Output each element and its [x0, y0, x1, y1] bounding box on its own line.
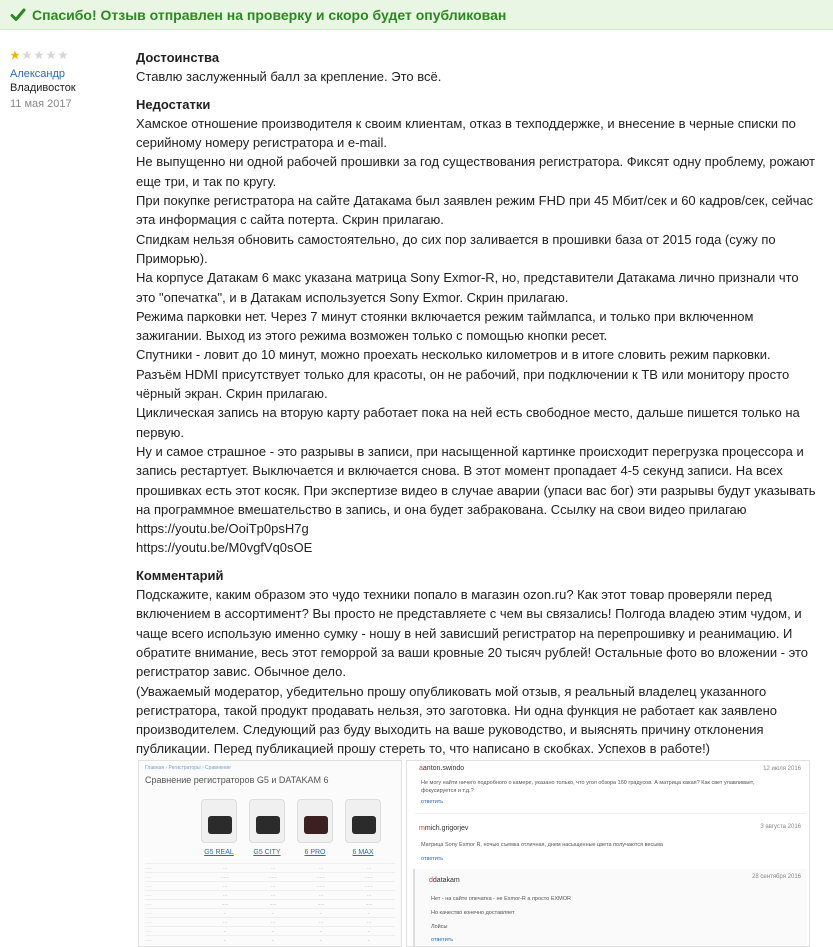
cons-line: Не выпущенно ни одной рабочей прошивки за год существования регистратора. Фиксят одну проблему, рожают еще три, и так по кругу. — [136, 154, 816, 189]
reply-link: ответить — [431, 937, 454, 943]
attachment-breadcrumb: Главная › Регистраторы › Сравнение — [145, 765, 231, 771]
cons-line: Ну и самое страшное - это разрывы в записи, при насыщенной картинке происходит перегрузка процессора и запись рестартует. Выключается и включается снова. В этот момент пропадает 4-5 секунд записи. На всех прошивках есть этот косяк. При экспертизе видео в случае аварии (упаси вас бог) эти разрывы будут указывать на программное вмешательство в запись, и она будет забракована. Ссылку на свои видео прилагаю — [136, 443, 816, 517]
comment-line: (Уважаемый модератор, убедительно прошу опубликовать мой отзыв, я реальный владелец указанного регистратора, такой продукт продавать нельзя, это заготовка. Ни одна функция не работает как заявлено производителем. Следующий раз буду выходить на ваше руководство, и выяснять причину отклонения публикации. Перед публикацией прошу стереть то, что написано в скобках. Успехов в работе!) — [136, 683, 778, 757]
comment-text: Нет - на сайте опечатка - не Exmor-R а просто EXMOR — [431, 896, 572, 902]
model-name: 6 MAX — [352, 849, 374, 856]
camera-image — [249, 799, 285, 843]
cons-line: При покупке регистратора на сайте Датакама был заявлен режим FHD при 45 Мбит/сек и 60 кадров/сек, сейчас эта информация с сайта потерта. Скрин прилагаю. — [136, 193, 814, 228]
reply-link: ответить — [421, 799, 444, 805]
attached-images — [138, 760, 812, 947]
comment-text — [136, 585, 816, 759]
spec-table: ····· ··· ··· ··· ··· ····· ······ ······ ······ ······ ····· ··· ··· ······ ······ ····· ··· ··· ··· ··· ····· ····· ····· ····· ····· ····· ·· ·· ·· ·· ····· ··· ··· ··· ··· ····· ·· ·· ·· ·· ····· ·· ·· ·· ·· — [145, 863, 395, 944]
video-link-2: https://youtu.be/M0vgfVq0sOE — [136, 540, 313, 556]
success-banner — [0, 0, 833, 30]
model-name: G5 CITY — [253, 849, 281, 856]
reply-link: ответить — [421, 856, 444, 862]
comment-user: ddatakam — [429, 877, 460, 884]
camera-image — [201, 799, 237, 843]
camera-images — [201, 799, 381, 843]
review-date: 11 мая 2017 — [10, 98, 72, 110]
cons-line: Спидкам нельзя обновить самостоятельно, до сих пор заливается в прошивки база от 2015 года (сужу по Приморью). — [136, 231, 776, 266]
model-name: G5 REAL — [204, 849, 234, 856]
comment-date: 28 сентября 2016 — [752, 874, 801, 880]
comment-date: 12 июля 2016 — [763, 766, 801, 772]
author-link[interactable]: Александр — [10, 68, 66, 80]
check-icon — [10, 7, 26, 23]
video-link-1: https://youtu.be/OoiTp0psH7g — [136, 521, 309, 537]
comment-text: Лойсы — [431, 924, 448, 930]
divider — [415, 813, 805, 814]
comment-text: Но качество конечно доставляет — [431, 910, 515, 916]
author-city: Владивосток — [10, 82, 76, 94]
comment-title: Комментарий — [136, 567, 224, 583]
pros-line: Ставлю заслуженный балл за крепление. Это всё. — [136, 69, 442, 85]
star-filled-icon — [10, 50, 20, 60]
star-empty-icon — [34, 50, 44, 60]
model-name: 6 PRO — [304, 849, 326, 856]
comment-line: Подскажите, каким образом это чудо техники попало в магазин ozon.ru? Как этот товар проверяли перед включением в ассортимент? Вы просто не представляете с чем вы связались! Полгода владею этим чудом, и чаще всего использую именно сумку - ношу в ней зависший регистратор на перепрошивку и реанимацию. И обратите внимание, весь этот геморрой за ваши кровные 20 тысяч рублей! Остальные фото во вложении - это регистратор завис. Обычное дело. — [136, 587, 809, 680]
camera-image — [297, 799, 333, 843]
star-empty-icon — [46, 50, 56, 60]
star-empty-icon — [58, 50, 68, 60]
pros-title: Достоинства — [136, 50, 220, 65]
review-meta — [10, 50, 130, 110]
comment-user: aanton.swindo — [419, 765, 465, 772]
cons-line: Спутники - ловит до 10 минут, можно проехать несколько километров и в итоге словить режим парковки. — [136, 347, 771, 363]
cons-text — [136, 114, 816, 558]
star-empty-icon — [22, 50, 32, 60]
cons-line: На корпусе Датакам 6 макс указана матрица Sony Exmor-R, но, представители Датакама лично признали что это "опечатка", и в Датакам используется Sony Exmor. Скрин прилагаю. — [136, 270, 799, 305]
model-names — [201, 849, 381, 856]
cons-line: Циклическая запись на вторую карту работает пока на ней есть свободное место, дальше пишется только на первую. — [136, 405, 800, 440]
attachment-comments-screenshot[interactable] — [406, 760, 810, 947]
nested-comment — [413, 869, 807, 947]
cons-line: Режима парковки нет. Через 7 минут стоянки включается режим таймлапса, и только при включенном зажигании. Выход из этого режима возможен только с помощью кнопки ресет. — [136, 308, 754, 344]
attachment-title: Сравнение регистраторов G5 и DATAKAM 6 — [145, 775, 329, 785]
rating-stars — [10, 50, 130, 62]
pros-text — [136, 67, 816, 86]
comment-user: mmich.grigorjev — [419, 825, 469, 832]
banner-text: Спасибо! Отзыв отправлен на проверку и скоро будет опубликован — [32, 6, 507, 23]
cons-line: Разъём HDMI присутствует только для красоты, он не рабочий, при подключении к ТВ или монитору просто чёрный экран. Скрин прилагаю. — [136, 366, 790, 402]
review-body — [136, 48, 816, 759]
comment-date: 3 августа 2016 — [760, 824, 801, 830]
attachment-comparison-screenshot[interactable] — [138, 760, 402, 947]
comment-text: Матрица Sony Exmor R, ночью съемка отличная, днем насыщенные цвета получаются весьма — [421, 842, 663, 848]
cons-title: Недостатки — [136, 96, 211, 112]
comment-text: Не могу найти ничего подробного о камере, указано только, что угол обзора 160 градусов. А матрица какая? Как свет улавливает, фокусируется и т.д.? — [421, 780, 755, 794]
camera-image — [345, 799, 381, 843]
cons-line: Хамское отношение производителя к своим клиентам, отказ в техподдержке, и внесение в черные списки по серийному номеру регистратора и e-mail. — [136, 115, 796, 151]
